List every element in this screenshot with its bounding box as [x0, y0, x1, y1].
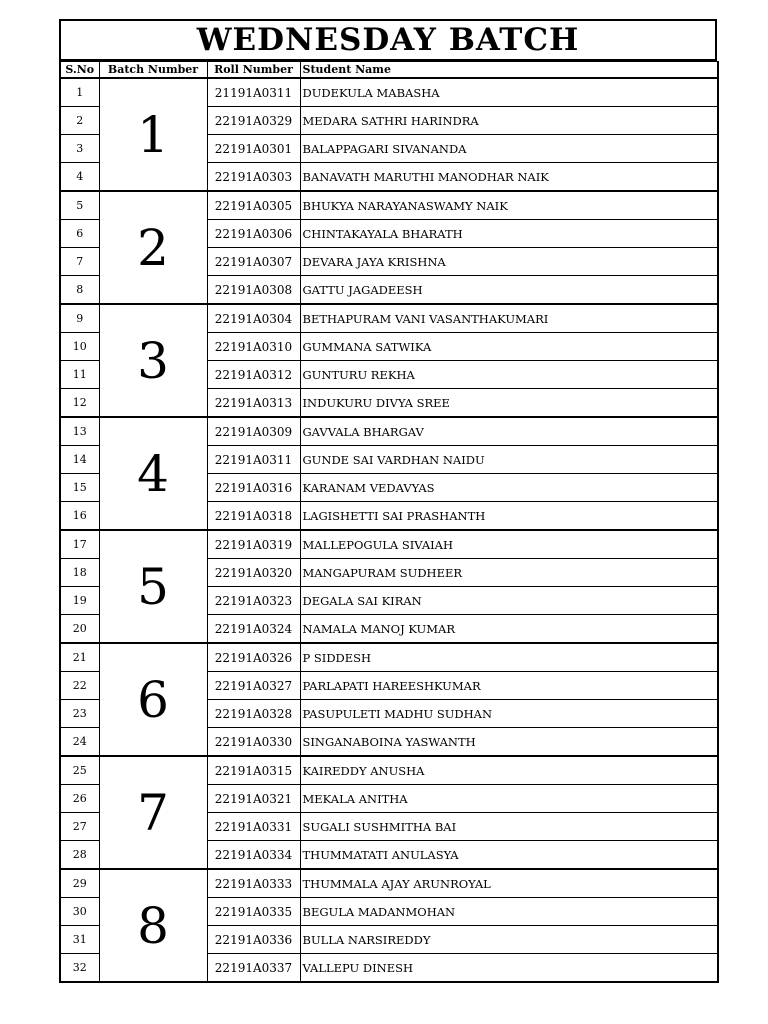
serial-number: 5 — [60, 191, 99, 220]
serial-number: 32 — [60, 954, 99, 983]
roll-number: 22191A0309 — [207, 417, 300, 446]
student-name: GATTU JAGADEESH — [300, 276, 718, 305]
student-name: DEVARA JAYA KRISHNA — [300, 248, 718, 276]
batch-number: 4 — [99, 417, 207, 530]
student-name: PARLAPATI HAREESHKUMAR — [300, 672, 718, 700]
serial-number: 17 — [60, 530, 99, 559]
serial-number: 12 — [60, 389, 99, 418]
student-name: MEDARA SATHRI HARINDRA — [300, 107, 718, 135]
roll-number: 22191A0321 — [207, 785, 300, 813]
roll-number: 22191A0320 — [207, 559, 300, 587]
student-name: DUDEKULA MABASHA — [300, 78, 718, 107]
student-name: LAGISHETTI SAI PRASHANTH — [300, 502, 718, 531]
batch-number: 5 — [99, 530, 207, 643]
student-name: GUNDE SAI VARDHAN NAIDU — [300, 446, 718, 474]
roll-number: 22191A0312 — [207, 361, 300, 389]
batch-number: 2 — [99, 191, 207, 304]
table-row — [60, 756, 718, 785]
student-name: KARANAM VEDAVYAS — [300, 474, 718, 502]
roll-number: 22191A0318 — [207, 502, 300, 531]
serial-number: 7 — [60, 248, 99, 276]
serial-number: 1 — [60, 78, 99, 107]
serial-number: 31 — [60, 926, 99, 954]
roll-number: 22191A0331 — [207, 813, 300, 841]
student-name: GAVVALA BHARGAV — [300, 417, 718, 446]
student-name: BEGULA MADANMOHAN — [300, 898, 718, 926]
student-name: CHINTAKAYALA BHARATH — [300, 220, 718, 248]
roll-number: 22191A0333 — [207, 869, 300, 898]
table-row — [60, 78, 718, 107]
batch-group — [60, 756, 718, 869]
student-name: MALLEPOGULA SIVAIAH — [300, 530, 718, 559]
serial-number: 20 — [60, 615, 99, 644]
student-name: P SIDDESH — [300, 643, 718, 672]
serial-number: 9 — [60, 304, 99, 333]
batch-number: 1 — [99, 78, 207, 191]
batch-number: 8 — [99, 869, 207, 982]
roll-number: 22191A0327 — [207, 672, 300, 700]
student-name: SINGANABOINA YASWANTH — [300, 728, 718, 757]
roll-number: 22191A0316 — [207, 474, 300, 502]
batch-number: 7 — [99, 756, 207, 869]
roll-number: 22191A0306 — [207, 220, 300, 248]
page-title: WEDNESDAY BATCH — [196, 22, 580, 58]
serial-number: 6 — [60, 220, 99, 248]
serial-number: 11 — [60, 361, 99, 389]
roll-number: 22191A0329 — [207, 107, 300, 135]
student-name: THUMMALA AJAY ARUNROYAL — [300, 869, 718, 898]
name-header: Student Name — [300, 62, 718, 79]
roll-number: 22191A0315 — [207, 756, 300, 785]
student-name: PASUPULETI MADHU SUDHAN — [300, 700, 718, 728]
student-name: THUMMATATI ANULASYA — [300, 841, 718, 870]
student-name: MEKALA ANITHA — [300, 785, 718, 813]
roll-number: 22191A0336 — [207, 926, 300, 954]
table-row — [60, 191, 718, 220]
batch-group — [60, 643, 718, 756]
roll-number: 22191A0324 — [207, 615, 300, 644]
roll-number: 22191A0319 — [207, 530, 300, 559]
student-name: KAIREDDY ANUSHA — [300, 756, 718, 785]
serial-number: 8 — [60, 276, 99, 305]
student-name: BANAVATH MARUTHI MANODHAR NAIK — [300, 163, 718, 192]
roll-number: 22191A0335 — [207, 898, 300, 926]
batch-table — [59, 61, 719, 983]
batch-group — [60, 530, 718, 643]
serial-number: 25 — [60, 756, 99, 785]
serial-number: 23 — [60, 700, 99, 728]
student-name: BETHAPURAM VANI VASANTHAKUMARI — [300, 304, 718, 333]
student-name: BALAPPAGARI SIVANANDA — [300, 135, 718, 163]
student-name: NAMALA MANOJ KUMAR — [300, 615, 718, 644]
student-name: GUNTURU REKHA — [300, 361, 718, 389]
serial-number: 29 — [60, 869, 99, 898]
serial-number: 18 — [60, 559, 99, 587]
roll-number: 22191A0313 — [207, 389, 300, 418]
roll-number: 22191A0303 — [207, 163, 300, 192]
student-name: VALLEPU DINESH — [300, 954, 718, 983]
table-row — [60, 643, 718, 672]
serial-number: 15 — [60, 474, 99, 502]
roll-number: 22191A0323 — [207, 587, 300, 615]
batch-number: 3 — [99, 304, 207, 417]
roll-number: 22191A0307 — [207, 248, 300, 276]
table-row — [60, 417, 718, 446]
student-name: BHUKYA NARAYANASWAMY NAIK — [300, 191, 718, 220]
batch-group — [60, 869, 718, 982]
serial-number: 3 — [60, 135, 99, 163]
serial-number: 4 — [60, 163, 99, 192]
roll-number: 22191A0308 — [207, 276, 300, 305]
header-row — [60, 62, 718, 79]
roll-number: 22191A0330 — [207, 728, 300, 757]
serial-number: 21 — [60, 643, 99, 672]
title-box — [59, 19, 717, 61]
serial-number: 13 — [60, 417, 99, 446]
serial-number: 28 — [60, 841, 99, 870]
roll-number: 22191A0334 — [207, 841, 300, 870]
serial-number: 26 — [60, 785, 99, 813]
serial-number: 14 — [60, 446, 99, 474]
roll-number: 22191A0305 — [207, 191, 300, 220]
batch-group — [60, 417, 718, 530]
roll-number: 22191A0326 — [207, 643, 300, 672]
table-row — [60, 304, 718, 333]
batch-group — [60, 191, 718, 304]
batch-number: 6 — [99, 643, 207, 756]
student-name: BULLA NARSIREDDY — [300, 926, 718, 954]
serial-number: 16 — [60, 502, 99, 531]
serial-number: 27 — [60, 813, 99, 841]
roll-number: 22191A0304 — [207, 304, 300, 333]
serial-number: 2 — [60, 107, 99, 135]
roll-number: 22191A0301 — [207, 135, 300, 163]
serial-number: 24 — [60, 728, 99, 757]
roll-header: Roll Number — [207, 62, 300, 79]
student-name: MANGAPURAM SUDHEER — [300, 559, 718, 587]
roll-number: 22191A0310 — [207, 333, 300, 361]
student-name: SUGALI SUSHMITHA BAI — [300, 813, 718, 841]
batch-group — [60, 78, 718, 191]
student-name: INDUKURU DIVYA SREE — [300, 389, 718, 418]
batch-sheet — [59, 19, 717, 983]
table-row — [60, 530, 718, 559]
roll-number: 21191A0311 — [207, 78, 300, 107]
serial-number: 19 — [60, 587, 99, 615]
batch-group — [60, 304, 718, 417]
serial-number: 22 — [60, 672, 99, 700]
roll-number: 22191A0337 — [207, 954, 300, 983]
batch-header: Batch Number — [99, 62, 207, 79]
roll-number: 22191A0311 — [207, 446, 300, 474]
roll-number: 22191A0328 — [207, 700, 300, 728]
table-row — [60, 869, 718, 898]
sno-header: S.No — [60, 62, 99, 79]
serial-number: 30 — [60, 898, 99, 926]
student-name: DEGALA SAI KIRAN — [300, 587, 718, 615]
student-name: GUMMANA SATWIKA — [300, 333, 718, 361]
serial-number: 10 — [60, 333, 99, 361]
